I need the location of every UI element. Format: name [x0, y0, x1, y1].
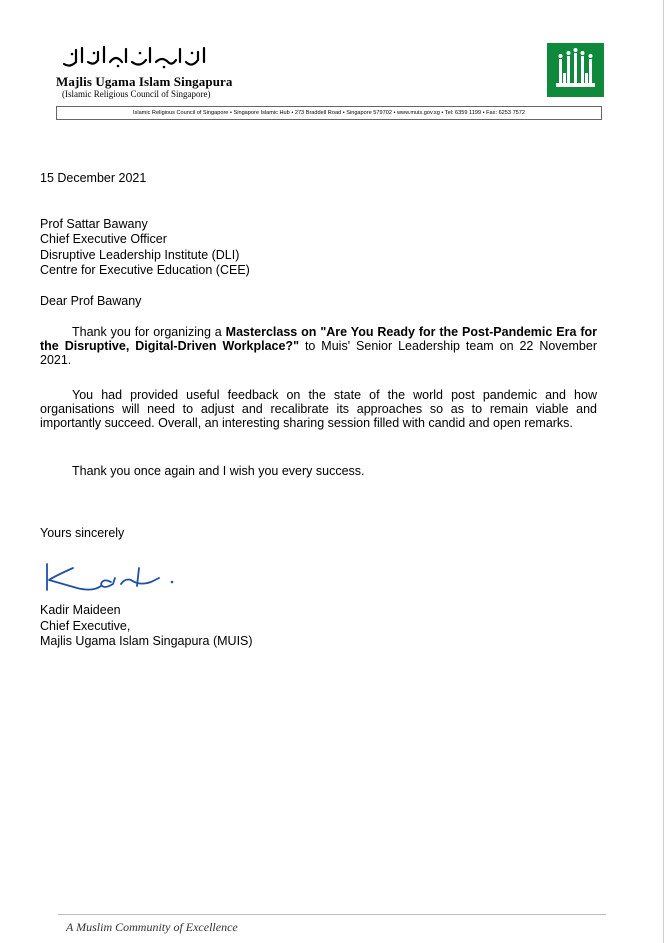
recipient-institute: Disruptive Leadership Institute (DLI) — [40, 248, 240, 262]
paragraph-1 — [40, 325, 597, 367]
signatory-title: Chief Executive, — [40, 619, 131, 633]
recipient-title: Chief Executive Officer — [40, 232, 167, 246]
paragraph-1-intro: Thank you for organizing a — [72, 325, 226, 339]
contact-line: Islamic Religious Council of Singapore • Singapore Islamic Hub • 273 Braddell Road • Singapore 579702 • www.muis.gov.sg • Tel: 6359 1199 • Fax: 6253 7572 — [132, 110, 526, 116]
org-subtitle: (Islamic Religious Council of Singapore) — [62, 89, 211, 99]
paragraph-3 — [40, 464, 597, 478]
closing: Yours sincerely — [40, 526, 125, 540]
org-name: Majlis Ugama Islam Singapura — [56, 74, 233, 89]
recipient-name: Prof Sattar Bawany — [40, 217, 148, 231]
letter-date: 15 December 2021 — [40, 171, 147, 185]
footer-divider — [58, 914, 606, 915]
footer-tagline: A Muslim Community of Excellence — [66, 920, 238, 934]
handwritten-signature — [41, 560, 181, 596]
recipient-centre: Centre for Executive Education (CEE) — [40, 263, 250, 277]
paragraph-1-end: to Muis' Senior Leadership team on 22 November 2021. — [40, 339, 597, 367]
paragraph-3-text: Thank you once again and I wish you every success. — [72, 464, 365, 478]
muis-emblem-icon — [547, 43, 604, 97]
paragraph-2 — [40, 388, 597, 430]
contact-info-bar — [56, 106, 602, 120]
signatory-organisation: Majlis Ugama Islam Singapura (MUIS) — [40, 634, 253, 648]
jawi-script-logo — [60, 44, 212, 70]
signatory-name: Kadir Maideen — [40, 603, 121, 617]
paragraph-2-text: You had provided useful feedback on the state of the world post pandemic and how organisations will need to adjust and recalibrate its approaches so as to remain viable and importantly succeed. Overall, an interesting sharing session filled with candid and open remarks. — [40, 388, 597, 430]
page-edge-divider — [663, 0, 664, 943]
salutation: Dear Prof Bawany — [40, 294, 142, 308]
masterclass-title: Masterclass on "Are You Ready for the Post-Pandemic Era for the Disruptive, Digital-Driven Workplace?" — [40, 325, 597, 353]
